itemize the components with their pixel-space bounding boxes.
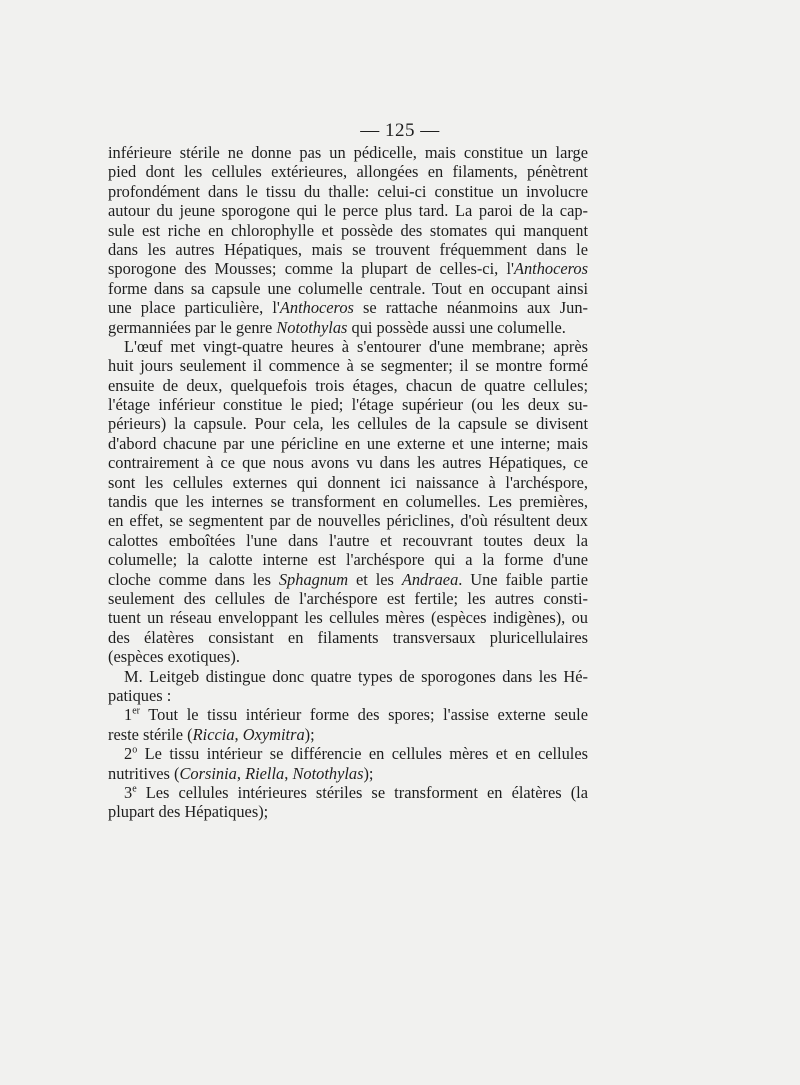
italic-run: Notothylas [276, 317, 348, 337]
text-run: ); [363, 763, 374, 783]
text-run: Les cellules intérieures stériles se transforment en élatères (la [136, 782, 588, 802]
italic-run: Sphagnum [278, 569, 349, 589]
text-line [108, 356, 588, 375]
text-run: profondément dans le tissu du thalle: celui-ci constitue un involucre [108, 181, 588, 201]
text-run: contrairement à ce que nous avons vu dans les autres Hépatiques, ce [108, 453, 588, 473]
text-line [108, 608, 588, 627]
text-line [108, 802, 588, 821]
text-run: patiques : [108, 685, 172, 705]
text-line [108, 279, 588, 298]
text-line [108, 473, 588, 492]
text-line [108, 492, 588, 511]
italic-run: Andraea [401, 569, 459, 589]
text-line [108, 414, 588, 433]
text-line [108, 725, 588, 744]
text-line [108, 240, 588, 259]
text-run: l'étage inférieur constitue le pied; l'étage supérieur (ou les deux su- [108, 395, 588, 415]
text-run: germanniées par le genre [108, 317, 277, 337]
text-run: dans les autres Hépatiques, mais se trouvent fréquemment dans le [108, 239, 588, 259]
text-line [108, 201, 588, 220]
text-run: tandis que les internes se transforment en columelles. Les premières, [108, 492, 588, 512]
text-line [108, 337, 588, 356]
text-run: huit jours seulement il commence à se segmenter; il se montre formé [108, 356, 588, 376]
text-run: ensuite de deux, quelquefois trois étages, chacun de quatre cellules; [108, 375, 588, 395]
text-run: qui possède aussi une columelle. [347, 317, 566, 337]
text-line [108, 162, 588, 181]
text-line [108, 182, 588, 201]
text-run: L'œuf met vingt-quatre heures à s'entourer d'une membrane; après [124, 336, 588, 356]
superscript: e [132, 783, 137, 795]
text-run: , [236, 763, 246, 783]
body-text [108, 143, 588, 822]
text-run: plupart des Hépatiques); [108, 802, 269, 822]
text-run: . Une faible partie [458, 569, 588, 589]
italic-run: Notothylas [292, 763, 364, 783]
text-line [108, 531, 588, 550]
text-run: Le tissu intérieur se différencie en cellules mères et en cellules [137, 744, 588, 764]
text-run: périeurs) la capsule. Pour cela, les cellules de la capsule se divisent [108, 414, 588, 434]
text-run: calottes emboîtées l'une dans l'autre et recouvrant toutes deux la [108, 530, 588, 550]
text-run: sule est riche en chlorophylle et possède des stomates qui manquent [108, 220, 588, 240]
text-run: sont les cellules externes qui donnent ici naissance à l'archéspore, [108, 472, 588, 492]
superscript: o [132, 744, 138, 756]
text-line [108, 705, 588, 724]
text-run: cloche comme dans les [108, 569, 279, 589]
text-line [108, 667, 588, 686]
text-run: 1 [124, 705, 133, 725]
text-line [108, 570, 588, 589]
text-run: columelle; la calotte interne est l'archéspore qui a la forme d'une [108, 550, 588, 570]
text-run: se rattache néanmoins aux Jun- [353, 298, 588, 318]
text-line [108, 221, 588, 240]
text-line [108, 783, 588, 802]
text-line [108, 434, 588, 453]
text-run: seulement des cellules de l'archéspore est fertile; les autres consti- [108, 588, 588, 608]
text-run: sporogone des Mousses; comme la plupart de celles-ci, l' [108, 259, 514, 279]
text-line [108, 318, 588, 337]
text-run: , [284, 763, 293, 783]
text-line [108, 764, 588, 783]
text-line [108, 376, 588, 395]
text-run: 2 [124, 744, 133, 764]
text-line [108, 686, 588, 705]
italic-run: Riccia [192, 724, 235, 744]
text-run: autour du jeune sporogone qui le perce plus tard. La paroi de la cap- [108, 201, 588, 221]
text-run: M. Leitgeb distingue donc quatre types de sporogones dans les Hé- [124, 666, 588, 686]
text-run: des élatères consistant en filaments transversaux pluricellulaires [108, 627, 588, 647]
text-run: tuent un réseau enveloppant les cellules mères (espèces indigènes), ou [108, 608, 588, 628]
italic-run: Riella [245, 763, 285, 783]
text-line [108, 453, 588, 472]
text-line [108, 589, 588, 608]
text-run: d'abord chacune par une péricline en une externe et une interne; mais [108, 433, 588, 453]
text-line [108, 511, 588, 530]
text-line [108, 744, 588, 763]
text-run: , [234, 724, 243, 744]
text-run: nutritives ( [108, 763, 180, 783]
italic-run: Anthoceros [513, 259, 588, 279]
superscript: er [132, 705, 140, 717]
text-run: ); [304, 724, 315, 744]
text-run: (espèces exotiques). [108, 647, 240, 667]
text-run: inférieure stérile ne donne pas un pédicelle, mais constitue un large [108, 143, 588, 162]
text-line [108, 298, 588, 317]
text-line [108, 143, 588, 162]
text-line [108, 550, 588, 569]
text-run: Tout le tissu intérieur forme des spores; l'assise externe seule [139, 705, 588, 725]
text-run: une place particulière, l' [108, 298, 280, 318]
text-run: reste stérile ( [108, 724, 193, 744]
italic-run: Anthoceros [279, 298, 354, 318]
text-line [108, 395, 588, 414]
text-run: 3 [124, 782, 133, 802]
text-line [108, 628, 588, 647]
text-run: pied dont les cellules extérieures, allongées en filaments, pénètrent [108, 162, 588, 182]
page-number: — 125 — [360, 120, 440, 141]
italic-run: Oxymitra [242, 724, 305, 744]
text-line [108, 647, 588, 666]
text-line [108, 259, 588, 278]
text-run: en effet, se segmentent par de nouvelles périclines, d'où résultent deux [108, 511, 588, 531]
text-run: et les [348, 569, 402, 589]
italic-run: Corsinia [179, 763, 237, 783]
text-run: forme dans sa capsule une columelle centrale. Tout en occupant ainsi [108, 278, 588, 298]
